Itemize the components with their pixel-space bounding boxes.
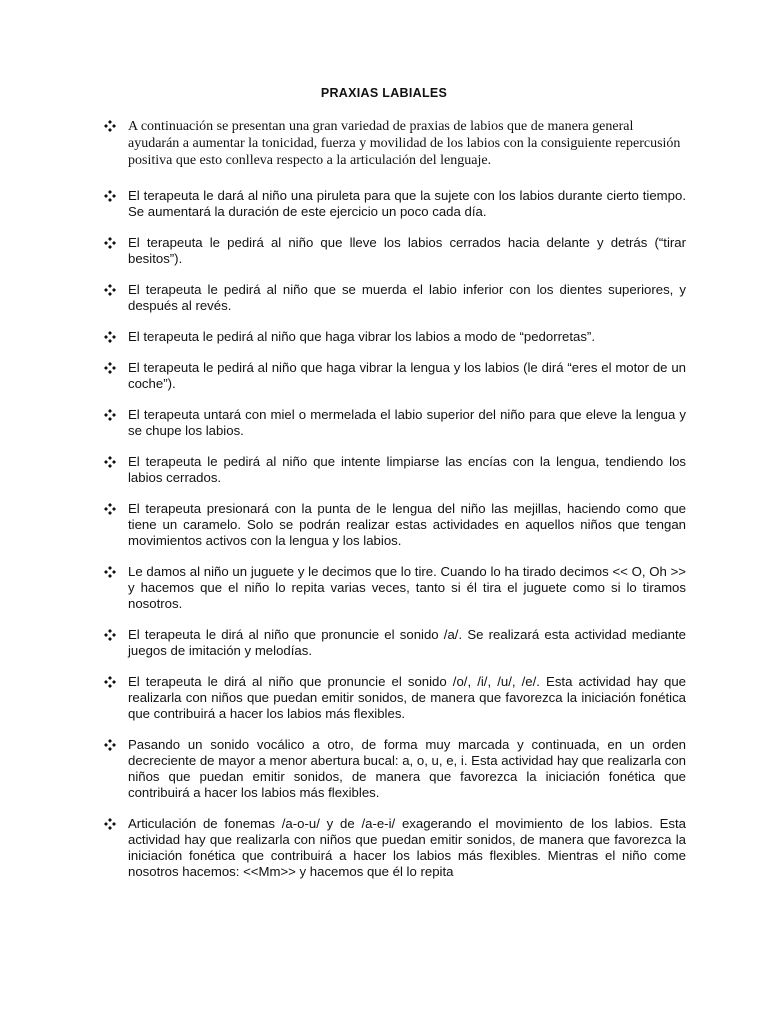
- document-title: PRAXIAS LABIALES: [320, 86, 448, 100]
- list-item: [104, 816, 686, 880]
- diamond-bullet-icon: [104, 284, 116, 296]
- diamond-bullet-icon: [104, 409, 116, 421]
- list-item-text: El terapeuta untará con miel o mermelada el labio superior del niño para que eleve la lengua y se chupe los labios.: [128, 407, 686, 438]
- list-item-text: El terapeuta le dirá al niño que pronuncie el sonido /o/, /i/, /u/, /e/. Esta actividad hay que realizarla con niños que puedan emitir sonidos, de manera que favorezca la iniciación fonética que contribuirá a hacer los labios más flexibles.: [128, 674, 686, 721]
- diamond-bullet-icon: [104, 331, 116, 343]
- list-item: [104, 360, 686, 392]
- list-item-text: Pasando un sonido vocálico a otro, de forma muy marcada y continuada, en un orden decreciente de mayor a menor abertura bucal: a, o, u, e, i. Esta actividad hay que realizarla con niños que puedan emitir sonidos, de manera que favorezca la iniciación fonética que contribuirá a hacer los labios más flexibles.: [128, 737, 686, 800]
- list-item: [104, 501, 686, 549]
- list-item-text: El terapeuta le dirá al niño que pronuncie el sonido /a/. Se realizará esta actividad mediante juegos de imitación y melodías.: [128, 627, 686, 658]
- list-item-text: El terapeuta le pedirá al niño que intente limpiarse las encías con la lengua, tendiendo los labios cerrados.: [128, 454, 686, 485]
- list-item-text: El terapeuta le pedirá al niño que lleve los labios cerrados hacia delante y detrás (“tirar besitos”).: [128, 235, 686, 266]
- diamond-bullet-icon: [104, 739, 116, 751]
- praxis-list: [104, 118, 686, 895]
- list-item-text: Articulación de fonemas /a-o-u/ y de /a-e-i/ exagerando el movimiento de los labios. Esta actividad hay que realizarla con niños que puedan emitir sonidos, de manera que favorezca la iniciación fonética que contribuirá a hacer los labios más flexibles. Mientras el niño come nosotros hacemos: <<Mm>> y hacemos que él lo repita: [128, 816, 686, 879]
- diamond-bullet-icon: [104, 676, 116, 688]
- list-item: [104, 235, 686, 267]
- list-item: [104, 454, 686, 486]
- list-item: [104, 188, 686, 220]
- list-item-text: Le damos al niño un juguete y le decimos que lo tire. Cuando lo ha tirado decimos << O, Oh >> y hacemos que el niño lo repita varias veces, tanto si él tira el juguete como si lo tiramos nosotros.: [128, 564, 686, 611]
- diamond-bullet-icon: [104, 190, 116, 202]
- diamond-bullet-icon: [104, 237, 116, 249]
- list-item-text: El terapeuta le dará al niño una piruleta para que la sujete con los labios durante cierto tiempo. Se aumentará la duración de este ejercicio un poco cada día.: [128, 188, 686, 219]
- list-item: [104, 627, 686, 659]
- list-item: [104, 118, 686, 169]
- diamond-bullet-icon: [104, 456, 116, 468]
- list-item-text: El terapeuta le pedirá al niño que haga vibrar los labios a modo de “pedorretas”.: [128, 329, 595, 344]
- list-item: [104, 282, 686, 314]
- list-item-text: El terapeuta le pedirá al niño que se muerda el labio inferior con los dientes superiores, y después al revés.: [128, 282, 686, 313]
- list-item: [104, 674, 686, 722]
- list-item: [104, 329, 686, 345]
- diamond-bullet-icon: [104, 362, 116, 374]
- list-item-text: El terapeuta presionará con la punta de le lengua del niño las mejillas, haciendo como que tiene un caramelo. Solo se podrán realizar estas actividades en aquellos niños que tengan movimientos activos con la lengua y los labios.: [128, 501, 686, 548]
- list-item: [104, 407, 686, 439]
- list-item: [104, 564, 686, 612]
- diamond-bullet-icon: [104, 503, 116, 515]
- diamond-bullet-icon: [104, 629, 116, 641]
- diamond-bullet-icon: [104, 566, 116, 578]
- list-item-text: El terapeuta le pedirá al niño que haga vibrar la lengua y los labios (le dirá “eres el motor de un coche”).: [128, 360, 686, 391]
- diamond-bullet-icon: [104, 120, 116, 132]
- list-item: [104, 737, 686, 801]
- list-item-text: A continuación se presentan una gran variedad de praxias de labios que de manera general ayudarán a aumentar la tonicidad, fuerza y movilidad de los labios con la consiguiente repercusión positiva que esto conlleva respecto a la articulación del lenguaje.: [128, 119, 681, 168]
- diamond-bullet-icon: [104, 818, 116, 830]
